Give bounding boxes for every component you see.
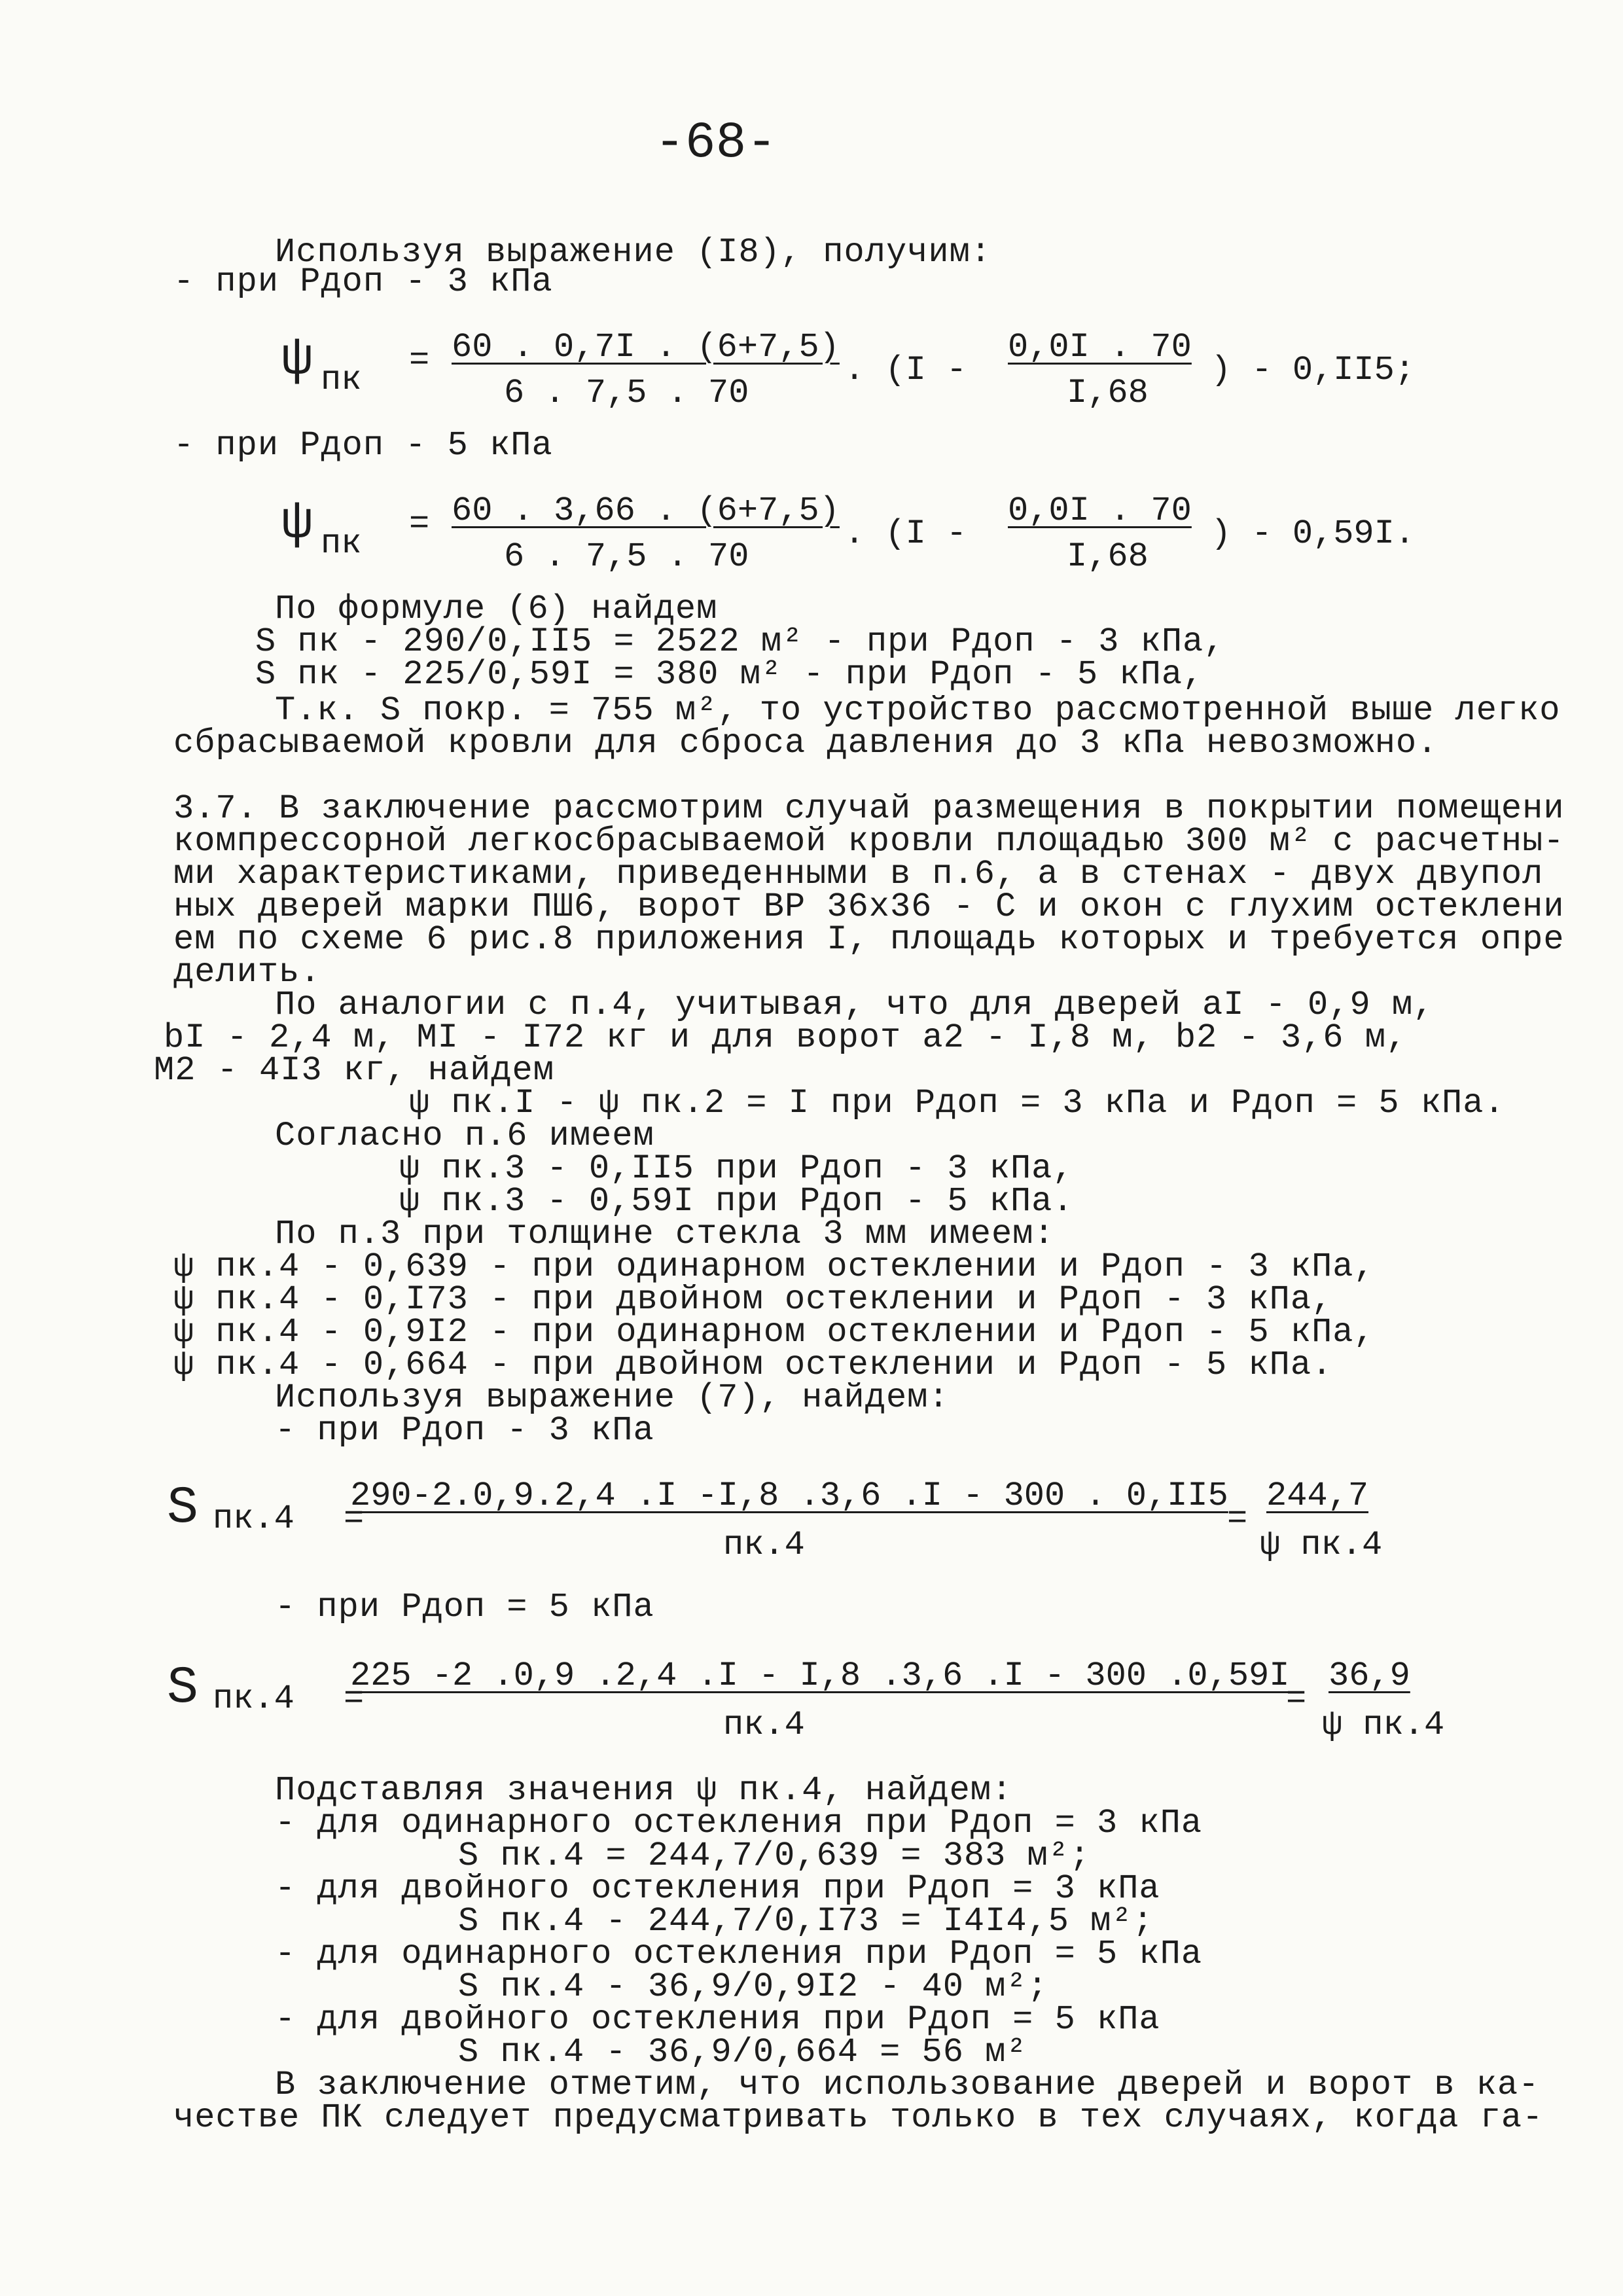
equation-area-3kpa <box>167 1476 1476 1574</box>
expression-middle: . (I - <box>844 351 967 389</box>
fraction-numerator: 225 -2 .0,9 .2,4 .I - I,8 .3,6 .I - 300 .0,59I <box>350 1657 1290 1695</box>
text-line: ψ пк.4 - 0,9I2 - при одинарном остеклении и Рдоп - 5 кПа, <box>173 1313 1375 1352</box>
text-line: M2 - 4I3 кг, найдем <box>154 1051 554 1090</box>
area-symbol: S <box>167 1479 199 1538</box>
fraction-denominator: пк.4 <box>723 1526 805 1564</box>
text-line: По формуле (6) найдем <box>275 590 718 628</box>
psi-subscript: пк <box>321 524 362 563</box>
text-line: ψ пк.I - ψ пк.2 = I при Рдоп = 3 кПа и Рдоп = 5 кПа. <box>409 1084 1505 1122</box>
fraction-denominator: 6 . 7,5 . 70 <box>504 374 749 412</box>
fraction-numerator: 36,9 <box>1329 1657 1410 1695</box>
text-line: ных дверей марки ПШ6, ворот ВР 36x36 - С и окон с глухим остеклени <box>173 888 1565 926</box>
text-line: ми характеристиками, приведенными в п.6, а в стенах - двух двупол <box>173 855 1544 893</box>
intro-condition: - при Рдоп - 3 кПа <box>173 262 553 301</box>
text-line: По п.3 при толщине стекла 3 мм имеем: <box>275 1215 1055 1253</box>
fraction-numerator: 0,0I . 70 <box>1008 328 1192 367</box>
text-line: честве ПК следует предусматривать только в тех случаях, когда га- <box>173 2098 1544 2137</box>
text-line: S пк.4 - 244,7/0,I73 = I4I4,5 м²; <box>458 1902 1154 1941</box>
fraction-denominator: ψ пк.4 <box>1260 1526 1383 1564</box>
text-line: По аналогии с п.4, учитывая, что для дверей aI - 0,9 м, <box>275 986 1435 1024</box>
equals-sign: = <box>1286 1679 1307 1718</box>
fraction-numerator: 60 . 0,7I . (6+7,5) <box>452 328 840 367</box>
fraction-denominator: ψ пк.4 <box>1322 1706 1445 1744</box>
expression-tail: ) - 0,59I. <box>1211 514 1416 553</box>
expression-tail: ) - 0,II5; <box>1211 351 1416 389</box>
text-line: 3.7. В заключение рассмотрим случай размещения в покрытии помещени <box>173 789 1565 828</box>
fraction-denominator: I,68 <box>1067 537 1149 576</box>
text-line: S пк - 225/0,59I = 380 м² - при Рдоп - 5 кПа, <box>255 655 1204 694</box>
equation-area-5kpa <box>167 1656 1476 1754</box>
equation-psi-5kpa <box>281 491 1459 589</box>
psi-symbol: ψ <box>281 330 313 389</box>
page-number: -68- <box>654 115 777 172</box>
text-line: S пк.4 - 36,9/0,664 = 56 м² <box>458 2033 1027 2072</box>
area-symbol: S <box>167 1659 199 1718</box>
text-line: ψ пк.4 - 0,639 - при одинарном остеклении и Рдоп - 3 кПа, <box>173 1247 1375 1286</box>
text-line: S пк.4 - 36,9/0,9I2 - 40 м²; <box>458 1967 1048 2006</box>
text-line: - для одинарного остекления при Рдоп = 5 кПа <box>275 1935 1203 1973</box>
text-line: S пк - 290/0,II5 = 2522 м² - при Рдоп - 3 кПа, <box>255 622 1225 661</box>
text-line: ψ пк.4 - 0,I73 - при двойном остеклении и Рдоп - 3 кПа, <box>173 1280 1333 1319</box>
expression-middle: . (I - <box>844 514 967 553</box>
fraction-numerator: 244,7 <box>1266 1477 1369 1515</box>
equals-sign: = <box>344 1679 365 1718</box>
equals-sign: = <box>409 505 430 543</box>
text-line: ψ пк.4 - 0,664 - при двойном остеклении и Рдоп - 5 кПа. <box>173 1346 1333 1384</box>
text-line: - при Рдоп - 3 кПа <box>275 1411 654 1450</box>
text-line: ψ пк.3 - 0,59I при Рдоп - 5 кПа. <box>399 1182 1074 1221</box>
text-line: В заключение отметим, что использование дверей и ворот в ка- <box>275 2066 1540 2104</box>
text-line: компрессорной легкосбрасываемой кровли площадью 300 м² с расчетны- <box>173 822 1565 861</box>
fraction-numerator: 290-2.0,9.2,4 .I -I,8 .3,6 .I - 300 . 0,II5 <box>350 1477 1228 1515</box>
area-subscript: пк.4 <box>213 1499 294 1538</box>
equals-sign: = <box>1227 1499 1248 1538</box>
text-line: - для двойного остекления при Рдоп = 3 кПа <box>275 1869 1160 1908</box>
text-line: Используя выражение (7), найдем: <box>275 1378 950 1417</box>
text-line: ψ пк.3 - 0,II5 при Рдоп - 3 кПа, <box>399 1149 1074 1188</box>
text-line: - для двойного остекления при Рдоп = 5 кПа <box>275 2000 1160 2039</box>
text-line: bI - 2,4 м, MI - I72 кг и для ворот a2 - I,8 м, b2 - 3,6 м, <box>164 1018 1408 1057</box>
text-line: Подставляя значения ψ пк.4, найдем: <box>275 1771 1013 1810</box>
fraction-denominator: I,68 <box>1067 374 1149 412</box>
text-line: делить. <box>173 953 321 992</box>
equals-sign: = <box>344 1499 365 1538</box>
fraction-denominator: пк.4 <box>723 1706 805 1744</box>
condition-line: - при Рдоп = 5 кПа <box>275 1588 654 1626</box>
area-subscript: пк.4 <box>213 1679 294 1718</box>
fraction-numerator: 60 . 3,66 . (6+7,5) <box>452 492 840 530</box>
fraction-denominator: 6 . 7,5 . 70 <box>504 537 749 576</box>
fraction-numerator: 0,0I . 70 <box>1008 492 1192 530</box>
text-line: - для одинарного остекления при Рдоп = 3 кПа <box>275 1804 1203 1842</box>
condition-line: - при Рдоп - 5 кПа <box>173 426 553 465</box>
psi-symbol: ψ <box>281 493 313 553</box>
text-line: Т.к. S покр. = 755 м², то устройство рассмотренной выше легко <box>275 691 1561 730</box>
intro-line: Используя выражение (I8), получим: <box>275 233 991 272</box>
text-line: Согласно п.6 имеем <box>275 1117 654 1155</box>
text-line: ем по схеме 6 рис.8 приложения I, площадь которых и требуется опре <box>173 920 1565 959</box>
equation-psi-3kpa <box>281 327 1459 425</box>
text-line: S пк.4 = 244,7/0,639 = 383 м²; <box>458 1837 1091 1875</box>
text-line: сбрасываемой кровли для сброса давления до 3 кПа невозможно. <box>173 724 1438 762</box>
psi-subscript: пк <box>321 361 362 399</box>
equals-sign: = <box>409 341 430 380</box>
